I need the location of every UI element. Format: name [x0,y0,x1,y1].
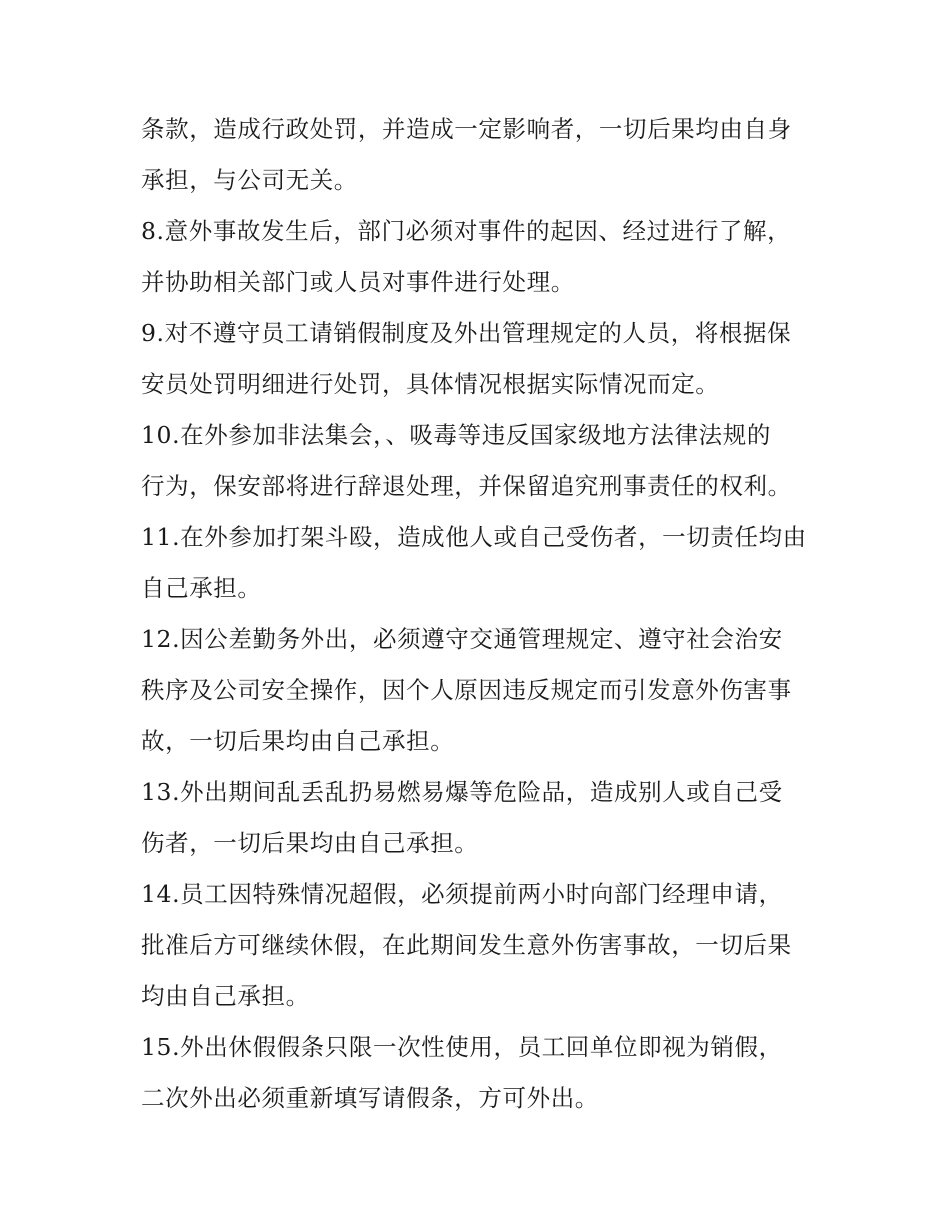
text-line: 安员处罚明细进行处罚，具体情况根据实际情况而定。 [141,370,720,398]
text-line: 承担，与公司无关。 [141,166,358,194]
text-line: 12.因公差勤务外出，必须遵守交通管理规定、遵守社会治安 [141,625,783,653]
text-line: 11.在外参加打架斗殴，造成他人或自己受伤者，一切责任均由 [141,523,807,551]
document-body [141,104,821,1124]
text-line: 15.外出休假假条只限一次性使用，员工回单位即视为销假， [141,1033,783,1061]
text-line: 批准后方可继续休假，在此期间发生意外伤害事故，一切后果 [141,931,792,959]
text-line: 秩序及公司安全操作，因个人原因违反规定而引发意外伤害事 [141,676,792,704]
text-line: 8.意外事故发生后，部门必须对事件的起因、经过进行了解， [141,217,792,245]
text-line: 均由自己承担。 [141,982,310,1010]
text-line: 13.外出期间乱丢乱扔易燃易爆等危险品，造成别人或自己受 [141,778,783,806]
text-line: 9.对不遵守员工请销假制度及外出管理规定的人员，将根据保 [141,319,792,347]
text-line: 并协助相关部门或人员对事件进行处理。 [141,268,575,296]
text-line: 条款，造成行政处罚，并造成一定影响者，一切后果均由自身 [141,115,792,143]
text-line: 故，一切后果均由自己承担。 [141,727,455,755]
text-line: 伤者，一切后果均由自己承担。 [141,829,479,857]
text-line: 自己承担。 [141,574,262,602]
text-line: 二次外出必须重新填写请假条，方可外出。 [141,1084,599,1112]
text-line: 行为，保安部将进行辞退处理，并保留追究刑事责任的权利。 [141,472,792,500]
text-line: 10.在外参加非法集会，、吸毒等违反国家级地方法律法规的 [141,421,771,449]
text-line: 14.员工因特殊情况超假，必须提前两小时向部门经理申请， [141,880,783,908]
